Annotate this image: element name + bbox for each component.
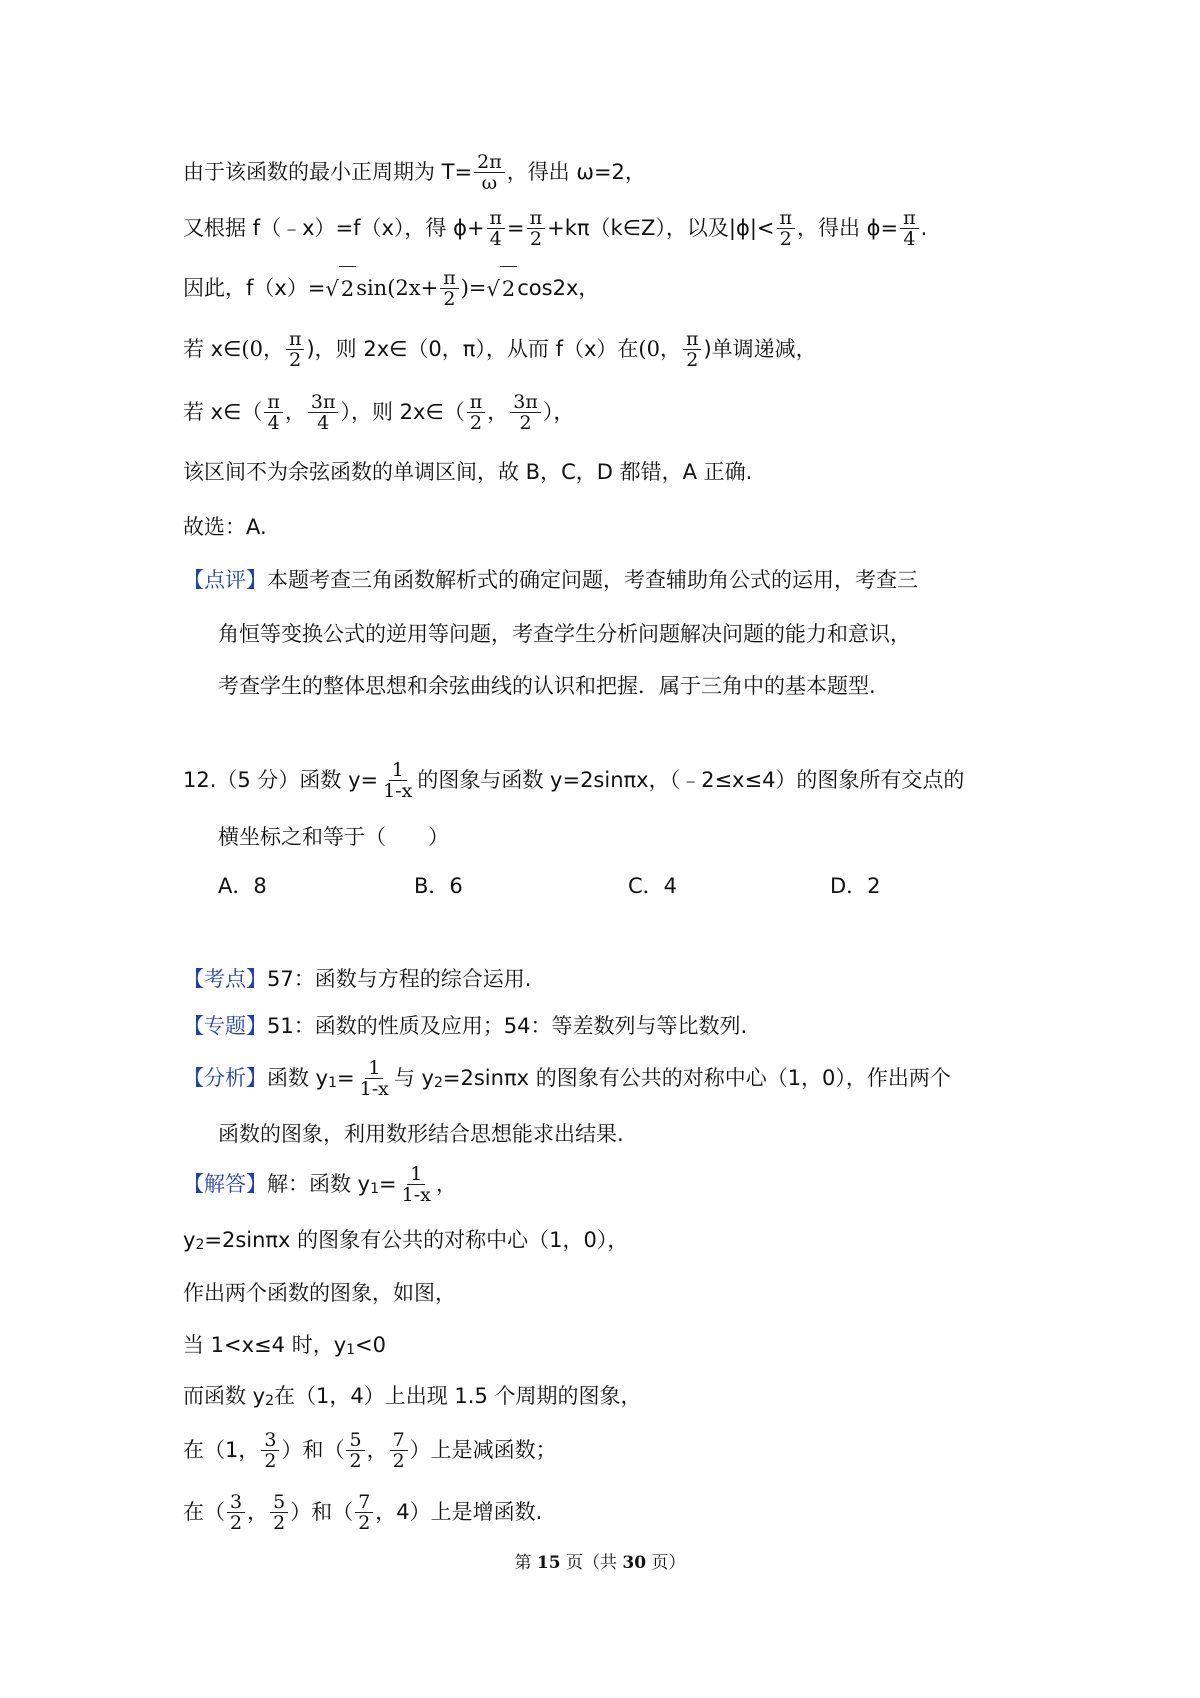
numerator: 1 bbox=[389, 760, 407, 781]
text: ）上是减函数； bbox=[409, 1438, 557, 1462]
text: 在（1，4）上出现 1.5 个周期的图象， bbox=[274, 1384, 642, 1408]
subscript: 2 bbox=[195, 1237, 205, 1253]
fraction bbox=[390, 1430, 408, 1471]
line-decreasing bbox=[183, 1428, 557, 1472]
fraction bbox=[227, 1492, 245, 1533]
fraction bbox=[355, 1492, 373, 1533]
text: 该区间不为余弦函数的单调区间，故 B，C，D 都错，A 正确. bbox=[183, 460, 753, 484]
text: . bbox=[920, 216, 928, 240]
option-a: A．8 bbox=[218, 874, 267, 898]
text: y bbox=[183, 1228, 196, 1252]
denominator: 1-x bbox=[359, 1077, 389, 1100]
text: )单调递减， bbox=[703, 337, 817, 361]
text: 若 x∈ bbox=[183, 337, 242, 361]
numerator: π bbox=[467, 392, 486, 413]
page-number: 15 bbox=[536, 1553, 561, 1573]
fraction bbox=[286, 329, 305, 370]
numerator: π bbox=[777, 208, 796, 229]
text: 51：函数的性质及应用；54：等差数列与等比数列. bbox=[267, 1014, 748, 1038]
line-comment-3 bbox=[218, 664, 876, 708]
fraction bbox=[308, 392, 339, 433]
line-fenxi-2 bbox=[218, 1112, 624, 1156]
denominator: 2 bbox=[358, 1511, 371, 1534]
option-d: D．2 bbox=[830, 874, 881, 898]
text: =2sinπx 的图象有公共的对称中心（1，0）， bbox=[204, 1228, 629, 1252]
footer-text: 页（共 bbox=[560, 1553, 623, 1573]
text: 函数的图象，利用数形结合思想能求出结果. bbox=[218, 1122, 624, 1146]
denominator: 2 bbox=[443, 287, 456, 310]
fraction bbox=[900, 208, 919, 249]
text: 与 y bbox=[393, 1066, 434, 1090]
line-jieda bbox=[183, 1162, 457, 1206]
text: 作出两个函数的图象，如图， bbox=[183, 1281, 456, 1305]
fraction bbox=[474, 152, 505, 193]
fraction bbox=[440, 268, 459, 309]
denominator: 4 bbox=[489, 227, 502, 250]
line-even-function bbox=[183, 206, 927, 250]
numerator: π bbox=[440, 268, 459, 289]
denominator: 2 bbox=[349, 1449, 362, 1472]
text: cos2x， bbox=[517, 276, 600, 300]
page-total: 30 bbox=[622, 1553, 647, 1573]
denominator: 2 bbox=[469, 411, 483, 434]
line-fenxi bbox=[183, 1056, 951, 1100]
text: sin(2x+ bbox=[356, 276, 439, 300]
text: ， bbox=[487, 400, 509, 424]
text: ，得出 ω=2， bbox=[506, 160, 646, 184]
fraction bbox=[527, 208, 546, 249]
text: 考查学生的整体思想和余弦曲线的认识和把握．属于三角中的基本题型. bbox=[218, 674, 876, 698]
text: 由于该函数的最小正周期为 T= bbox=[183, 160, 473, 184]
text: <0 bbox=[355, 1333, 387, 1357]
text: = bbox=[379, 1172, 397, 1196]
fraction bbox=[270, 1492, 288, 1533]
denominator: 4 bbox=[903, 227, 916, 250]
fraction bbox=[380, 760, 415, 801]
fraction bbox=[346, 1430, 364, 1471]
denominator: 2 bbox=[230, 1511, 243, 1534]
option-b: B．6 bbox=[414, 874, 463, 898]
fraction bbox=[467, 392, 486, 433]
text: 又根据 f（﹣x）=f（x），得 ϕ+ bbox=[183, 216, 485, 240]
radicand: 2 bbox=[500, 266, 517, 311]
text: ，得出 ϕ= bbox=[797, 216, 899, 240]
subscript: 2 bbox=[433, 1075, 443, 1091]
line-interval-1 bbox=[183, 327, 817, 371]
denominator: 1-x bbox=[401, 1183, 431, 1206]
radical-sign: √ bbox=[486, 276, 500, 301]
question-12 bbox=[183, 758, 964, 802]
numerator: 7 bbox=[355, 1492, 373, 1513]
footer-text: 第 bbox=[514, 1553, 537, 1573]
subscript: 2 bbox=[265, 1393, 275, 1409]
sqrt bbox=[325, 266, 356, 311]
denominator: 2 bbox=[686, 348, 699, 371]
denominator: 4 bbox=[267, 411, 280, 434]
denominator: 2 bbox=[289, 348, 302, 371]
text: 角恒等变换公式的逆用等问题，考查学生分析问题解决问题的能力和意识， bbox=[218, 622, 911, 646]
numerator: 5 bbox=[346, 1430, 364, 1451]
text: 解：函数 y bbox=[267, 1172, 371, 1196]
text: 故选：A. bbox=[183, 515, 267, 539]
line-jieda-2 bbox=[183, 1218, 628, 1262]
numerator: 7 bbox=[390, 1430, 408, 1451]
text: ）和（ bbox=[281, 1438, 345, 1462]
fraction bbox=[487, 208, 506, 249]
denominator: 2 bbox=[273, 1511, 286, 1534]
denominator: 2 bbox=[392, 1449, 405, 1472]
text: = bbox=[507, 216, 525, 240]
numerator: 3 bbox=[261, 1430, 279, 1451]
jieda-tag: 【解答】 bbox=[183, 1172, 267, 1196]
line-period bbox=[183, 150, 646, 194]
text: ，4）上是增函数. bbox=[375, 1500, 543, 1524]
text: 横坐标之和等于（ ） bbox=[218, 825, 449, 849]
fraction bbox=[261, 1430, 279, 1471]
text: )= bbox=[460, 276, 487, 300]
text: +kπ（k∈Z），以及|ϕ|< bbox=[547, 216, 775, 240]
numerator: 3π bbox=[510, 392, 541, 413]
text: 因此，f（x）= bbox=[183, 276, 326, 300]
denominator: 2 bbox=[519, 411, 532, 434]
text: ， bbox=[435, 1172, 457, 1196]
denominator: 2 bbox=[529, 227, 542, 250]
text: 在（1， bbox=[183, 1438, 260, 1462]
numerator: π bbox=[286, 329, 305, 350]
text: 12.（5 分）函数 y= bbox=[183, 768, 379, 792]
line-interval-2 bbox=[183, 390, 574, 434]
denominator: 1-x bbox=[383, 779, 413, 802]
line-jieda-4 bbox=[183, 1323, 386, 1367]
line-comment-2 bbox=[218, 612, 911, 656]
text: 的图象与函数 y=2sinπx，（﹣2≤x≤4）的图象所有交点的 bbox=[417, 768, 965, 792]
line-increasing bbox=[183, 1490, 542, 1534]
fraction bbox=[357, 1058, 392, 1099]
text: (0， bbox=[638, 337, 681, 361]
text: = bbox=[337, 1066, 355, 1090]
numerator: π bbox=[683, 329, 702, 350]
line-jieda-3 bbox=[183, 1271, 456, 1315]
sqrt bbox=[487, 266, 518, 311]
text: 在（ bbox=[183, 1500, 225, 1524]
denominator: 4 bbox=[317, 411, 330, 434]
line-therefore bbox=[183, 266, 599, 310]
fenxi-tag: 【分析】 bbox=[183, 1066, 267, 1090]
kaodian-tag: 【考点】 bbox=[183, 967, 267, 991]
text: 本题考查三角函数解析式的确定问题，考查辅助角公式的运用，考查三 bbox=[267, 568, 918, 592]
subscript: 1 bbox=[346, 1342, 356, 1358]
question-12-line-2 bbox=[218, 815, 449, 859]
text: (0， bbox=[241, 337, 284, 361]
line-answer bbox=[183, 505, 267, 549]
subscript: 1 bbox=[328, 1075, 338, 1091]
fraction bbox=[264, 392, 283, 433]
text: ， bbox=[284, 400, 306, 424]
zhuanti-tag: 【专题】 bbox=[183, 1014, 267, 1038]
text: ）， bbox=[542, 400, 575, 424]
text: ），则 2x∈（ bbox=[340, 400, 465, 424]
fraction bbox=[510, 392, 541, 433]
radicand: 2 bbox=[339, 266, 356, 311]
text: 若 x∈（ bbox=[183, 400, 263, 424]
line-kaodian bbox=[183, 957, 531, 1001]
footer-text: 页） bbox=[646, 1553, 686, 1573]
fraction bbox=[683, 329, 702, 370]
fraction bbox=[399, 1164, 434, 1205]
radical-sign: √ bbox=[325, 276, 339, 301]
numerator: 3π bbox=[308, 392, 339, 413]
text: )，则 2x∈（0，π），从而 f（x）在 bbox=[306, 337, 639, 361]
numerator: π bbox=[487, 208, 506, 229]
line-conclusion bbox=[183, 450, 752, 494]
numerator: 5 bbox=[270, 1492, 288, 1513]
text: 函数 y bbox=[267, 1066, 329, 1090]
line-zhuanti bbox=[183, 1004, 747, 1048]
line-comment bbox=[183, 558, 918, 602]
line-jieda-5 bbox=[183, 1374, 642, 1418]
text: ）和（ bbox=[290, 1500, 354, 1524]
numerator: 1 bbox=[407, 1164, 425, 1185]
text: 当 1<x≤4 时，y bbox=[183, 1333, 347, 1357]
numerator: 3 bbox=[227, 1492, 245, 1513]
text: ， bbox=[247, 1500, 269, 1524]
page-footer bbox=[0, 1548, 1200, 1573]
numerator: π bbox=[264, 392, 283, 413]
denominator: 2 bbox=[779, 227, 792, 250]
text: =2sinπx 的图象有公共的对称中心（1，0），作出两个 bbox=[442, 1066, 951, 1090]
fraction bbox=[777, 208, 796, 249]
denominator: 2 bbox=[264, 1449, 277, 1472]
numerator: π bbox=[900, 208, 919, 229]
comment-tag: 【点评】 bbox=[183, 568, 267, 592]
numerator: π bbox=[527, 208, 546, 229]
numerator: 2π bbox=[474, 152, 505, 173]
subscript: 1 bbox=[370, 1181, 380, 1197]
text: ， bbox=[366, 1438, 388, 1462]
denominator: ω bbox=[481, 171, 498, 194]
option-c: C．4 bbox=[628, 874, 678, 898]
text: 而函数 y bbox=[183, 1384, 266, 1408]
numerator: 1 bbox=[365, 1058, 383, 1079]
text: 57：函数与方程的综合运用. bbox=[267, 967, 532, 991]
